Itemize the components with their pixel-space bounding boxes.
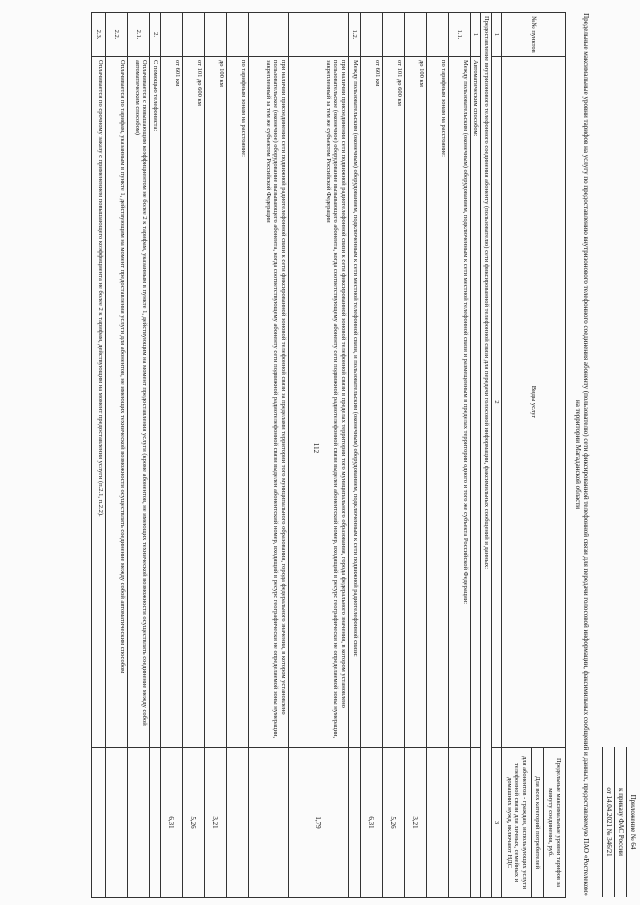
row-service: от 601 км (160, 57, 182, 748)
table-row (128, 13, 150, 898)
row-tariff: 3,21 (404, 748, 426, 898)
row-number (426, 13, 448, 57)
row-tariff (426, 748, 448, 898)
row-tariff (448, 748, 470, 898)
table-row (348, 13, 360, 898)
row-service: до 100 км (204, 57, 226, 748)
row-tariff: 5,26 (382, 748, 404, 898)
row-number (382, 13, 404, 57)
section-heading: Предоставление внутризонового телефонного соединения абоненту (пользователю) сети фиксированной телефонной связи для передачи голосовой информации, факсимильных сообщений и данных: (481, 13, 491, 898)
table-row (426, 13, 448, 898)
document-title: Предельные максимальные уровни тарифов на услугу по предоставлению внутризонового телефонного соединения абоненту (пользователю) сети фиксированной телефонной связи для передачи голосовой информации, факсимильных сообщений и данных, предоставляемую ПАО «Ростелеком» на территории Магаданской области (573, 13, 590, 896)
row-tariff (348, 748, 360, 898)
row-number: 1 (470, 13, 480, 57)
row-service: от 101 до 600 км (382, 57, 404, 748)
row-number: 1.1. (448, 13, 470, 57)
row-service: по тарифным зонам на расстояние: (226, 57, 248, 748)
row-service: от 101 до 600 км (182, 57, 204, 748)
row-service: до 100 км (404, 57, 426, 748)
col-index-1: 1 (491, 13, 501, 57)
row-service: С помощью телефониста: (150, 57, 160, 748)
row-tariff: 6,31 (360, 748, 382, 898)
row-tariff (150, 748, 160, 898)
table-row (160, 13, 182, 898)
col-citizens-header: для абонентов - граждан, использующих услуги телефонной связи для личных, семейных и домашних нужд, включают НДС (502, 748, 532, 898)
table-row (382, 13, 404, 898)
row-tariff (106, 748, 128, 898)
col-index-2: 2 (491, 57, 501, 748)
row-service: Между пользовательским (оконечным) оборудованием, подключенным к сети местной телефонной связи и размещенным в пределах территории одного и того же субъекта Российской Федерации: (448, 57, 470, 748)
order-date: от 14.04.2021 № 346/21 (602, 747, 614, 897)
row-number (204, 13, 226, 57)
tariff-table (91, 12, 566, 898)
table-row (470, 13, 480, 898)
row-number (288, 13, 348, 57)
row-service: от 601 км (360, 57, 382, 748)
row-number: 1.2. (348, 13, 360, 57)
row-number (226, 13, 248, 57)
row-tariff: 3,21 (204, 748, 226, 898)
row-number: 2. (150, 13, 160, 57)
row-service: Автоматическим способом: (470, 57, 480, 748)
row-service: при наличии присоединения сети подвижной радиотелефонной связи к сети фиксированной зоновой телефонной связи за пределами территории того муниципального образования, города федерального значения, в котором установлено пользовательское (оконечное) оборудование вызывающего абонента, когда соответствующему абоненту сети подвижной радиотелефонной связи выделен абонентский номер, входящий в ресурс географически не определяемой зоны нумерации, закрепленный за тем же субъектом Российской Федерации (248, 57, 288, 748)
col-levels-header: Предельные максимальные уровни тарифов за минуту соединения, руб. (544, 748, 566, 898)
row-service: при наличии присоединения сети подвижной радиотелефонной связи к сети фиксированной зоновой телефонной связи в пределах территории того муниципального образования, города федерального значения, в котором установлено пользовательское (оконечное) оборудование вызывающего абонента, когда соответствующему абоненту сети подвижной радиотелефонной связи выделен абонентский номер, входящий в ресурс географически не определяемой зоны нумерации, закрепленный за тем же субъектом Российской Федерации (288, 57, 348, 748)
table-row (106, 13, 128, 898)
col-service-header: Виды услуг (502, 57, 566, 748)
row-number (160, 13, 182, 57)
row-tariff: 1,79 (288, 748, 348, 898)
row-number (404, 13, 426, 57)
table-row (150, 13, 160, 898)
appendix-header (602, 747, 638, 897)
table-row (288, 13, 348, 898)
row-number (182, 13, 204, 57)
table-row (248, 13, 288, 898)
table-row (481, 13, 491, 898)
row-tariff (226, 748, 248, 898)
table-row (92, 13, 106, 898)
row-tariff (248, 748, 288, 898)
table-row (360, 13, 382, 898)
appendix-label: Приложение № 64 (626, 747, 638, 897)
page-number: 112 (312, 442, 320, 454)
table-row (182, 13, 204, 898)
row-number (360, 13, 382, 57)
row-service: по тарифным зонам на расстояние: (426, 57, 448, 748)
col-allcat-header: Для всех категорий потребителей (532, 748, 544, 898)
row-number: 2.2. (106, 13, 128, 57)
row-number: 2.3. (92, 13, 106, 57)
table-row (448, 13, 470, 898)
order-label: к приказу ФАС России (614, 747, 626, 897)
row-number (248, 13, 288, 57)
row-tariff (470, 748, 480, 898)
col-num-header: №№ пунктов (502, 13, 566, 57)
table-row (404, 13, 426, 898)
row-service: Между пользовательским (оконечным) оборудованием, подключенным к сети местной телефонной связи, и пользовательским (оконечным) оборудованием, подключенным к сети подвижной радиотелефонной связи: (348, 57, 360, 748)
col-index-3: 3 (491, 748, 501, 898)
row-tariff: 6,31 (160, 748, 182, 898)
row-tariff: 5,26 (182, 748, 204, 898)
rotated-sheet (78, 12, 638, 897)
row-number: 2.1. (128, 13, 150, 57)
row-tariff (92, 748, 106, 898)
row-service: Оплачивается с повышающим коэффициентом не более 2 к тарифам, указанным в пункте 1, действующим на момент предоставления услуги (кроме абонентов, не имеющих технической возможности осуществлять соединение между собой автоматическим способом) (128, 57, 150, 748)
table-row (226, 13, 248, 898)
row-tariff (128, 748, 150, 898)
table-row (204, 13, 226, 898)
row-service: Оплачивается по тарифам, указанным в пункте 1, действующим на момент предоставления услуги для абонентов, не имеющих технической возможности осуществлять соединение между собой автоматическим способом (106, 57, 128, 748)
row-service: Оплачивается по срочному заказу с применением повышающего коэффициента не более 2 к тарифам, действующим на момент предоставления услуги (п.2.1, п.2.2). (92, 57, 106, 748)
